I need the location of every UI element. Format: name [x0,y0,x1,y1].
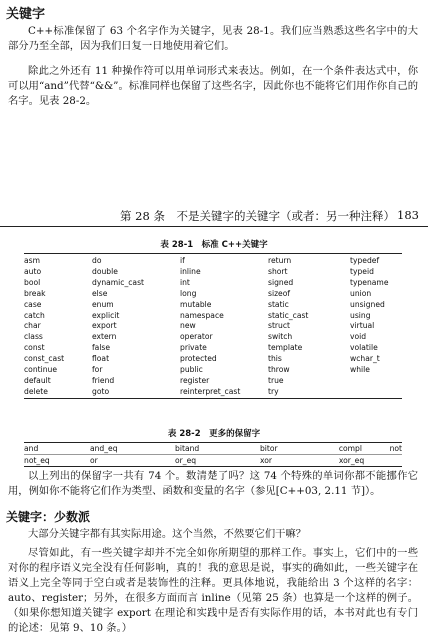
keyword-cell: throw [268,365,290,375]
page-gap [0,140,428,198]
keyword-cell: int [180,277,190,287]
keyword-cell: operator [180,332,213,342]
table-row [24,278,402,289]
keyword-cell: inline [180,266,201,276]
keyword-cell: wchar_t [350,354,380,364]
paragraph-no-effect: 尽管如此，有一些关键字却并不完全如你所期望的那样工作。事实上，它们中的一些对你的程序语义完全没有任何影响，真的！我的意思是说，事实的确如此，一些关键字在语义上完全等同于空白或者是装饰性的注释。更具体地说，我能给出 3 个这样的名字：auto、register；另外，在很多方面而言 inline（见第 25 条）也算是一个这样的例子。（如果你想知道关键字 export 在理论和实践中是否有实际作用的话，本书对此也有专门的论述：见第 9、10 条。） [8,547,418,634]
keyword-cell: double [92,266,118,276]
keyword-cell: or [89,456,98,465]
table-row [24,254,402,267]
keyword-cell: mutable [180,299,212,309]
keyword-cell: void [350,332,367,342]
keyword-cell: asm [24,256,41,265]
table-row [24,443,402,455]
section-heading-minority: 关键字：少数派 [6,510,91,524]
keyword-cell: unsigned [350,299,385,309]
keyword-cell: char [24,321,41,331]
keyword-cell [350,376,402,387]
keyword-cell: break [24,288,46,298]
table-row [24,354,402,365]
keyword-cell: switch [268,332,293,342]
keyword-cell: register [180,375,210,385]
paragraph-purpose: 大部分关键字都有其实际用途。这个当然，不然要它们干嘛？ [28,528,307,540]
keyword-cell: else [92,288,108,298]
keyword-cell: return [268,256,292,265]
keyword-cell: reinterpret_cast [180,386,241,396]
keyword-cell: goto [92,386,110,396]
keyword-cell: this [268,354,282,364]
keyword-cell: or_eq [175,456,197,465]
keyword-cell: bitor [260,443,339,455]
keyword-cell [390,455,402,467]
keyword-cell: xor [259,456,272,465]
table-row [24,455,402,467]
keyword-cell: do [92,256,102,265]
section-heading-keywords: 关键字 [6,7,46,22]
keyword-cell: catch [24,310,45,320]
table-row [24,267,402,278]
keyword-cell: namespace [180,310,224,320]
keyword-cell: bitand [175,443,260,455]
table-row [24,376,402,387]
keyword-cell: const_cast [24,354,65,364]
table-row [24,365,402,376]
keyword-cell: friend [92,375,115,385]
keyword-cell: virtual [350,321,375,331]
keyword-cell: protected [180,354,217,364]
keyword-cell: new [180,321,196,331]
keyword-cell: xor_eq [338,456,365,465]
keyword-cell: struct [268,321,291,331]
keyword-cell: and_eq [90,443,175,455]
keyword-cell: long [180,288,197,298]
keyword-cell: continue [24,365,58,375]
keyword-cell: static_cast [268,310,309,320]
table-row [24,332,402,343]
keyword-cell: compl [339,443,390,455]
running-head [120,208,419,224]
keyword-cell: union [350,288,372,298]
keyword-cell: enum [92,299,114,309]
page-number: 183 [397,208,419,222]
keyword-cell: extern [92,332,117,342]
keyword-cell: bool [24,277,41,287]
keyword-cell: not_eq [24,456,50,465]
table-row [24,387,402,398]
keyword-cell: explicit [92,310,120,320]
keywords-table [24,253,402,399]
keyword-cell: short [268,266,288,276]
keyword-cell [350,387,402,398]
table2-caption: 表 28-2 更多的保留字 [167,429,261,439]
keyword-cell: typename [350,277,389,287]
keyword-cell: const [24,343,45,353]
keyword-cell: delete [24,386,48,396]
keyword-cell: typeid [350,266,374,276]
keyword-cell: false [92,343,111,353]
table-row [24,289,402,300]
running-head-title: 第 28 条 不是关键字的关键字（或者：另一种注释） [120,209,395,223]
keyword-cell: static [268,299,289,309]
keyword-cell: public [180,365,203,375]
keyword-cell: case [24,299,42,309]
keyword-cell: class [24,332,43,342]
keyword-cell: private [180,343,207,353]
keyword-cell: and [24,443,90,455]
keyword-cell: using [350,310,371,320]
table-row [24,300,402,311]
keyword-cell: true [268,375,284,385]
keyword-cell: float [92,354,110,364]
header-rule [0,226,428,227]
paragraph-count: 以上列出的保留字一共有 74 个。数清楚了吗？这 74 个特殊的单词你都不能挪作它用，例如你不能将它们作为类型、函数和变量的名字（参见[C++03, 2.11 节]）。 [8,470,418,497]
keyword-cell: if [180,256,185,265]
keyword-cell: typedef [350,256,380,265]
table-row [24,311,402,322]
table-row [24,343,402,354]
keyword-cell: try [268,386,279,396]
keyword-cell: auto [24,266,42,276]
keyword-cell: default [24,375,51,385]
keyword-cell: template [268,343,303,353]
keyword-cell: export [92,321,117,331]
keyword-cell: while [350,365,370,375]
keyword-cell: signed [268,277,294,287]
paragraph-intro: C++标准保留了 63 个名字作为关键字，见表 28-1。我们应当熟悉这些名字中的大部分乃至全部，因为我们日复一日地使用着它们。 [8,25,418,52]
paragraph-operators: 除此之外还有 11 种操作符可以用单词形式来表达。例如，在一个条件表达式中，你可以用“and”代替“&&”。标准同样也保留了这些名字，因此你也不能将它们用作你自己的名字。见表 28-2。 [8,65,418,107]
table-row [24,321,402,332]
keyword-cell: sizeof [268,288,291,298]
table1-caption: 表 28-1 标准 C++关键字 [160,240,268,250]
keyword-cell: not [389,444,402,453]
keyword-cell: for [92,365,103,375]
reserved-words-table [24,442,402,467]
keyword-cell: volatile [350,343,378,353]
keyword-cell: dynamic_cast [92,277,145,287]
